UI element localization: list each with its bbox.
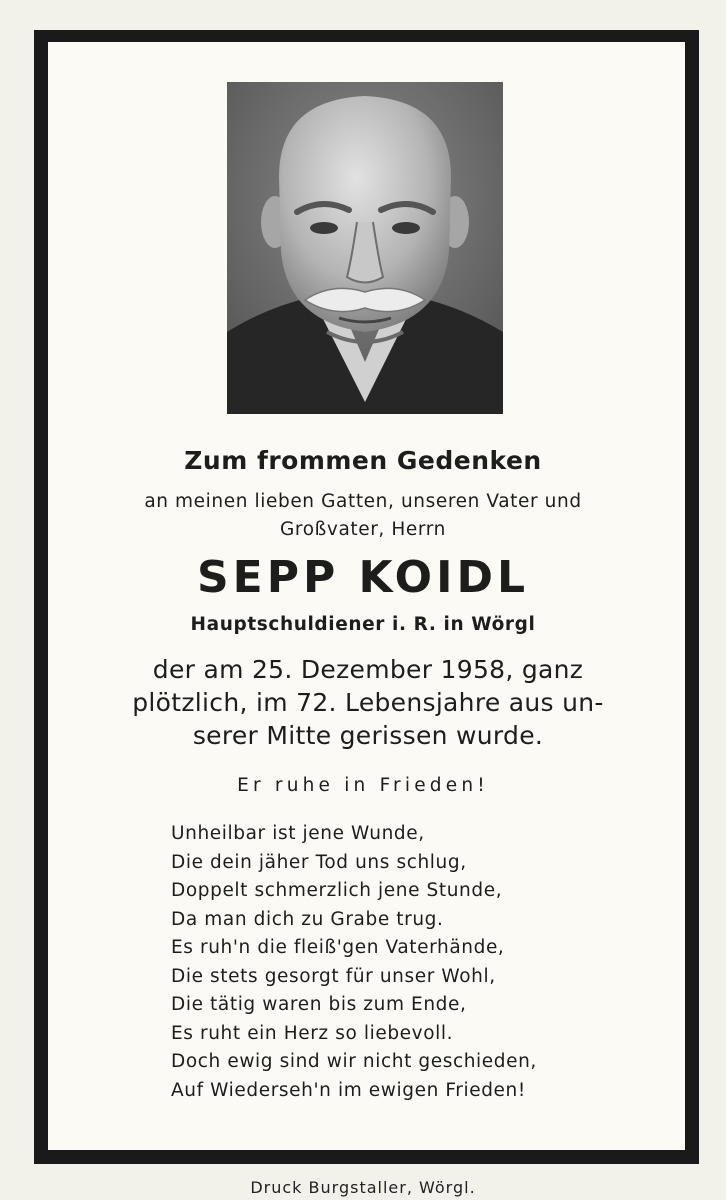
blessing-text: Er ruhe in Frieden! xyxy=(237,775,489,796)
memorial-intro xyxy=(60,488,666,544)
poem-line: Es ruh'n die fleiß'gen Vaterhände, xyxy=(171,937,505,958)
announcement-line: serer Mitte gerissen wurde. xyxy=(192,721,544,750)
announcement-line: der am 25. Dezember 1958, ganz xyxy=(152,655,584,684)
poem-line: Doppelt schmerzlich jene Stunde, xyxy=(171,880,503,901)
memorial-poem xyxy=(171,820,611,1105)
poem-line: Doch ewig sind wir nicht geschieden, xyxy=(171,1051,537,1072)
poem-line: Die stets gesorgt für unser Wohl, xyxy=(171,965,496,987)
poem-line: Die dein jäher Tod uns schlug, xyxy=(171,851,467,873)
poem-line: Unheilbar ist jene Wunde, xyxy=(171,823,425,844)
intro-line: an meinen lieben Gatten, unseren Vater und xyxy=(144,491,582,512)
memorial-heading: Zum frommen Gedenken xyxy=(184,446,542,475)
poem-line: Die tätig waren bis zum Ende, xyxy=(171,994,467,1015)
deceased-occupation: Hauptschuldiener i. R. in Wörgl xyxy=(190,614,536,635)
poem-line: Da man dich zu Grabe trug. xyxy=(171,908,444,930)
intro-line: Großvater, Herrn xyxy=(280,519,446,540)
announcement-line: plötzlich, im 72. Lebensjahre aus un- xyxy=(132,688,604,717)
death-announcement xyxy=(103,653,633,752)
deceased-name: SEPP KOIDL xyxy=(196,552,529,603)
poem-line: Auf Wiederseh'n im ewigen Frieden! xyxy=(171,1079,526,1101)
printer-imprint: Druck Burgstaller, Wörgl. xyxy=(250,1178,476,1197)
poem-line: Es ruht ein Herz so liebevoll. xyxy=(171,1022,454,1044)
portrait-photo xyxy=(227,82,503,414)
